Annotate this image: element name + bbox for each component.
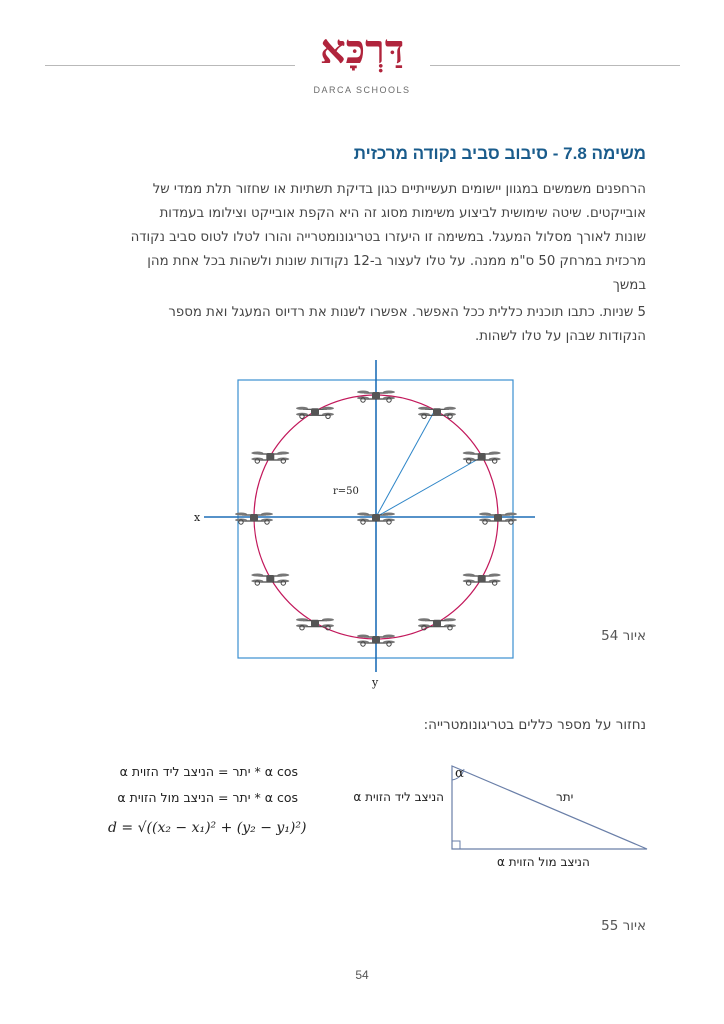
angle-alpha-label: α bbox=[455, 766, 464, 781]
drone-icon bbox=[463, 574, 501, 586]
distance-formula: d = √((x₂ − x₁)² + (y₂ − y₁)²) bbox=[108, 820, 307, 836]
radius-line bbox=[376, 458, 480, 517]
figure-55-caption: איור 55 bbox=[601, 918, 646, 934]
task-paragraph-2 bbox=[71, 301, 646, 349]
drone-icon bbox=[296, 618, 334, 630]
figure-54-caption: איור 54 bbox=[601, 628, 646, 644]
task-title: משימה 7.8 - סיבוב סביב נקודה מרכזית bbox=[353, 144, 646, 163]
paragraph-line: הנקודות שבהן על טלו לשהות. bbox=[475, 329, 646, 344]
drone-icon bbox=[251, 452, 289, 464]
formula-opposite: α cos * יתר = הניצב מול הזוית α bbox=[117, 790, 298, 805]
paragraph-line: שונות לאורך מסלול המעגל. במשימה זו היעזרו בטריגונומטרייה והורו לטלו לטוס סביב נקודה bbox=[130, 230, 646, 245]
y-axis-label: y bbox=[372, 676, 379, 689]
paragraph-line: הרחפנים משמשים במגוון יישומים תעשייתיים כגון בדיקת תשתיות או שחזור תלת ממדי של bbox=[152, 182, 646, 197]
hypotenuse-label: יתר bbox=[556, 790, 574, 804]
task-paragraph bbox=[71, 178, 646, 298]
header-rule-right bbox=[430, 65, 680, 66]
drone-icon bbox=[251, 574, 289, 586]
opposite-side-label: הניצב מול הזוית α bbox=[497, 855, 590, 869]
logo-subtitle: DARCA SCHOOLS bbox=[313, 85, 411, 95]
paragraph-line: מרכזית במרחק 50 ס"מ ממנה. על טלו לעצור ב-12 נקודות שונות ולשהות בכל אחת מהן bbox=[147, 254, 646, 269]
drone-icon bbox=[463, 452, 501, 464]
right-triangle-diagram bbox=[440, 760, 655, 855]
x-axis-label: x bbox=[194, 511, 201, 524]
radius-line bbox=[376, 410, 435, 517]
paragraph-line: במשך bbox=[612, 278, 646, 293]
page-number: 54 bbox=[355, 968, 369, 982]
drone-icon bbox=[418, 407, 456, 419]
logo: דַּרְכָּא bbox=[319, 26, 405, 73]
paragraph-line: 5 שניות. כתבו תוכנית כללית ככל האפשר. אפשרו לשנות את רדיוס המעגל ואת מספר bbox=[168, 305, 646, 320]
circle-flight-diagram bbox=[190, 360, 550, 690]
paragraph-line: אובייקטים. שיטה שימושית לביצוע משימות מסוג זה היא הקפת אובייקט וצילומו בעמדות bbox=[159, 206, 646, 221]
trig-intro: נחזור על מספר כללים בטריגונומטרייה: bbox=[423, 717, 646, 733]
radius-label: r=50 bbox=[333, 486, 359, 497]
header-rule-left bbox=[45, 65, 295, 66]
adjacent-side-label: הניצב ליד הזוית α bbox=[353, 790, 444, 804]
drone-icon bbox=[296, 407, 334, 419]
drone-icon bbox=[418, 618, 456, 630]
formula-adjacent: α cos * יתר = הניצב ליד הזוית α bbox=[119, 764, 298, 779]
